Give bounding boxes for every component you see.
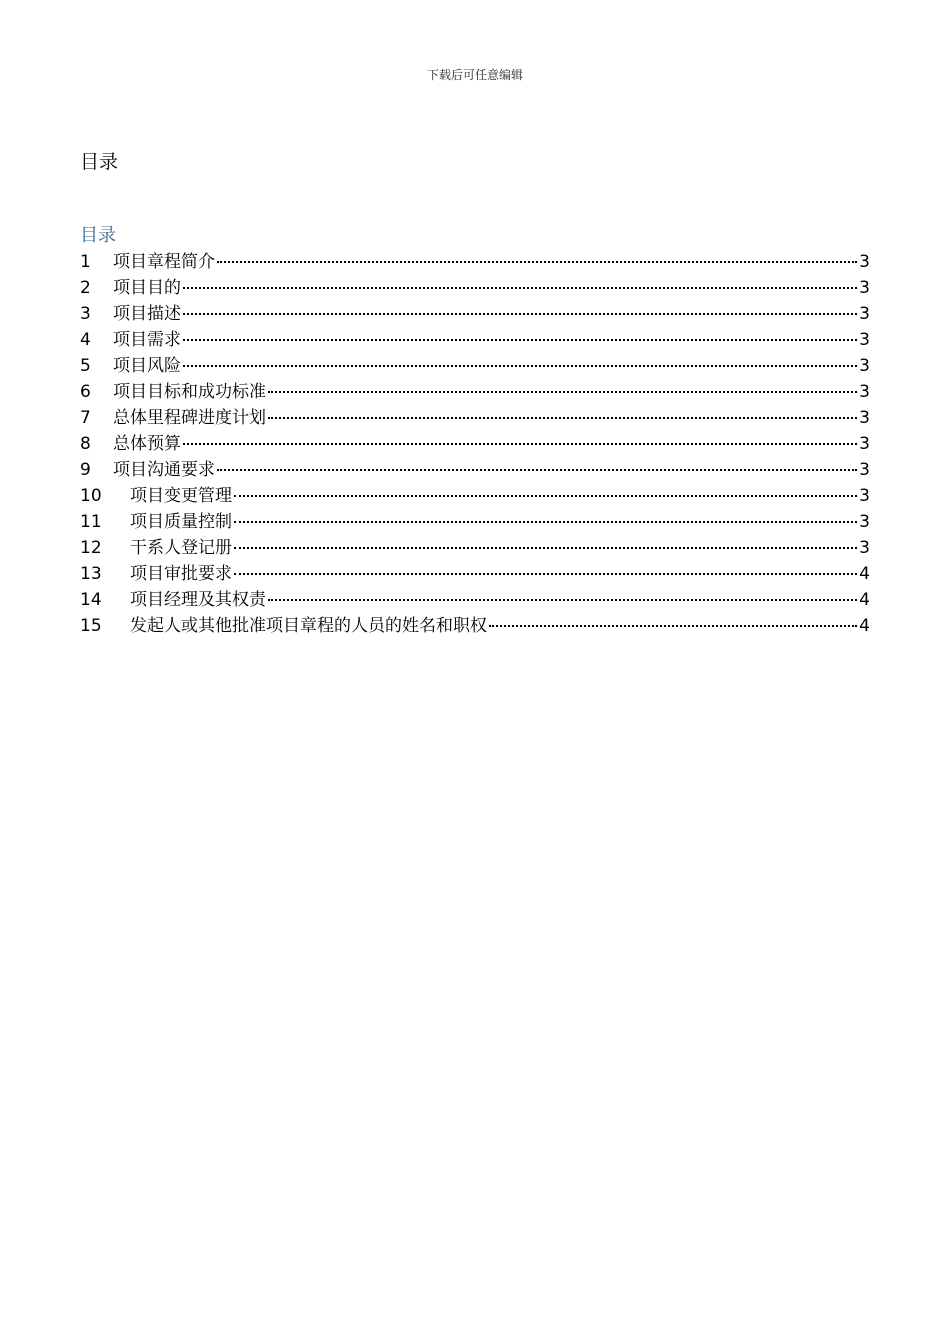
- toc-entry[interactable]: [80, 457, 870, 483]
- toc-entry[interactable]: [80, 405, 870, 431]
- toc-dot-leader: [234, 520, 857, 523]
- toc-entry-page: 4: [859, 616, 870, 636]
- toc-entry-number: 8: [80, 434, 91, 454]
- toc-entry-title: 干系人登记册: [130, 538, 232, 558]
- toc-entry-number: 5: [80, 356, 91, 376]
- toc-dot-leader: [183, 312, 857, 315]
- toc-entry[interactable]: [80, 509, 870, 535]
- toc-entry-title: 项目章程简介: [113, 252, 215, 272]
- toc-entry[interactable]: [80, 301, 870, 327]
- toc-entry-title: 总体里程碑进度计划: [113, 408, 266, 428]
- toc-dot-leader: [268, 598, 857, 601]
- toc-dot-leader: [183, 442, 857, 445]
- toc-entry[interactable]: [80, 587, 870, 613]
- toc-entry-number: 3: [80, 304, 91, 324]
- toc-dot-leader: [234, 494, 857, 497]
- toc-entry-number: 12: [80, 538, 102, 558]
- toc-entry-title: 项目经理及其权责: [130, 590, 266, 610]
- toc-entry[interactable]: [80, 249, 870, 275]
- toc-entry-title: 总体预算: [113, 434, 181, 454]
- toc-dot-leader: [217, 260, 857, 263]
- toc-entry-page: 3: [859, 538, 870, 558]
- toc-entry-page: 3: [859, 356, 870, 376]
- toc-dot-leader: [217, 468, 857, 471]
- toc-entry-page: 3: [859, 304, 870, 324]
- toc-entry[interactable]: [80, 275, 870, 301]
- toc-entry[interactable]: [80, 431, 870, 457]
- toc-dot-leader: [268, 390, 857, 393]
- toc-entry-number: 6: [80, 382, 91, 402]
- toc-entry-page: 3: [859, 330, 870, 350]
- toc-entry-title: 项目描述: [113, 304, 181, 324]
- toc-entry-page: 4: [859, 564, 870, 584]
- toc-entry-title: 项目目标和成功标准: [113, 382, 266, 402]
- toc-entry-number: 14: [80, 590, 102, 610]
- toc-entry-page: 3: [859, 486, 870, 506]
- toc-entry-number: 2: [80, 278, 91, 298]
- toc-entry-page: 4: [859, 590, 870, 610]
- toc-entry[interactable]: [80, 483, 870, 509]
- toc-entry-page: 3: [859, 512, 870, 532]
- toc-entry[interactable]: [80, 613, 870, 639]
- toc-entry-title: 发起人或其他批准项目章程的人员的姓名和职权: [130, 616, 487, 636]
- table-of-contents: [80, 223, 870, 639]
- toc-dot-leader: [268, 416, 857, 419]
- toc-heading: 目录: [80, 225, 116, 246]
- toc-dot-leader: [234, 572, 857, 575]
- toc-entry-title: 项目沟通要求: [113, 460, 215, 480]
- toc-list: [80, 249, 870, 639]
- toc-entry-page: 3: [859, 460, 870, 480]
- document-title: 目录: [80, 151, 119, 173]
- toc-dot-leader: [183, 364, 857, 367]
- toc-entry-title: 项目审批要求: [130, 564, 232, 584]
- toc-dot-leader: [489, 624, 857, 627]
- page-header: 下载后可任意编辑: [426, 68, 523, 82]
- toc-dot-leader: [183, 338, 857, 341]
- toc-entry-page: 3: [859, 278, 870, 298]
- toc-entry-title: 项目需求: [113, 330, 181, 350]
- toc-entry-page: 3: [859, 382, 870, 402]
- toc-entry-number: 11: [80, 512, 102, 532]
- toc-entry[interactable]: [80, 535, 870, 561]
- toc-entry-number: 9: [80, 460, 91, 480]
- toc-entry[interactable]: [80, 353, 870, 379]
- toc-entry-title: 项目质量控制: [130, 512, 232, 532]
- toc-entry-title: 项目变更管理: [130, 486, 232, 506]
- toc-entry-number: 10: [80, 486, 102, 506]
- toc-entry-page: 3: [859, 252, 870, 272]
- toc-entry-page: 3: [859, 408, 870, 428]
- toc-dot-leader: [234, 546, 857, 549]
- toc-entry-page: 3: [859, 434, 870, 454]
- toc-entry[interactable]: [80, 379, 870, 405]
- toc-entry-number: 4: [80, 330, 91, 350]
- toc-entry[interactable]: [80, 327, 870, 353]
- toc-entry-number: 13: [80, 564, 102, 584]
- toc-entry-title: 项目风险: [113, 356, 181, 376]
- toc-entry-title: 项目目的: [113, 278, 181, 298]
- toc-entry[interactable]: [80, 561, 870, 587]
- toc-entry-number: 7: [80, 408, 91, 428]
- toc-entry-number: 15: [80, 616, 102, 636]
- toc-entry-number: 1: [80, 252, 91, 272]
- toc-dot-leader: [183, 286, 857, 289]
